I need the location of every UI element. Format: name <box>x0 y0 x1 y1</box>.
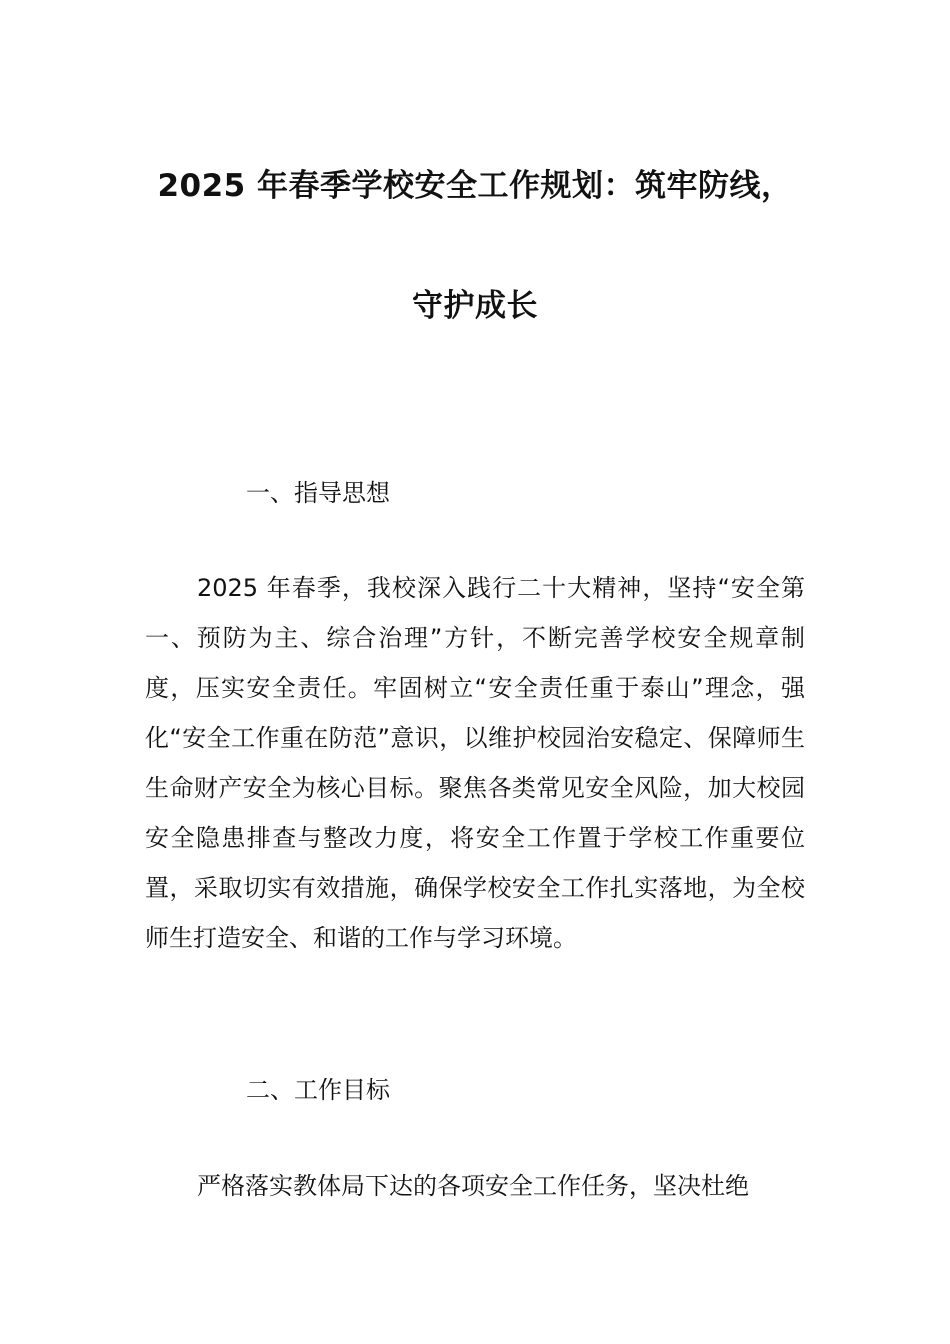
document-title-line-1: 2025 年春季学校安全工作规划：筑牢防线， <box>157 168 793 204</box>
document-title-line-2: 守护成长 <box>412 288 538 324</box>
section-heading-guiding-ideology: 一、指导思想 <box>246 479 390 507</box>
section-paragraph-work-goals: 严格落实教体局下达的各项安全工作任务，坚决杜绝 <box>197 1172 749 1200</box>
section-paragraph-guiding-ideology: 2025 年春季，我校深入践行二十大精神，坚持“安全第一、预防为主、综合治理”方针，不断完善学校安全规章制度，压实安全责任。牢固树立“安全责任重于泰山”理念，强化“安全工作重在防范”意识，以维护校园治安稳定、保障师生生命财产安全为核心目标。聚焦各类常见安全风险，加大校园安全隐患排查与整改力度，将安全工作置于学校工作重要位置，采取切实有效措施，确保学校安全工作扎实落地，为全校师生打造安全、和谐的工作与学习环境。 <box>145 574 805 952</box>
section-heading-work-goals: 二、工作目标 <box>246 1076 390 1104</box>
